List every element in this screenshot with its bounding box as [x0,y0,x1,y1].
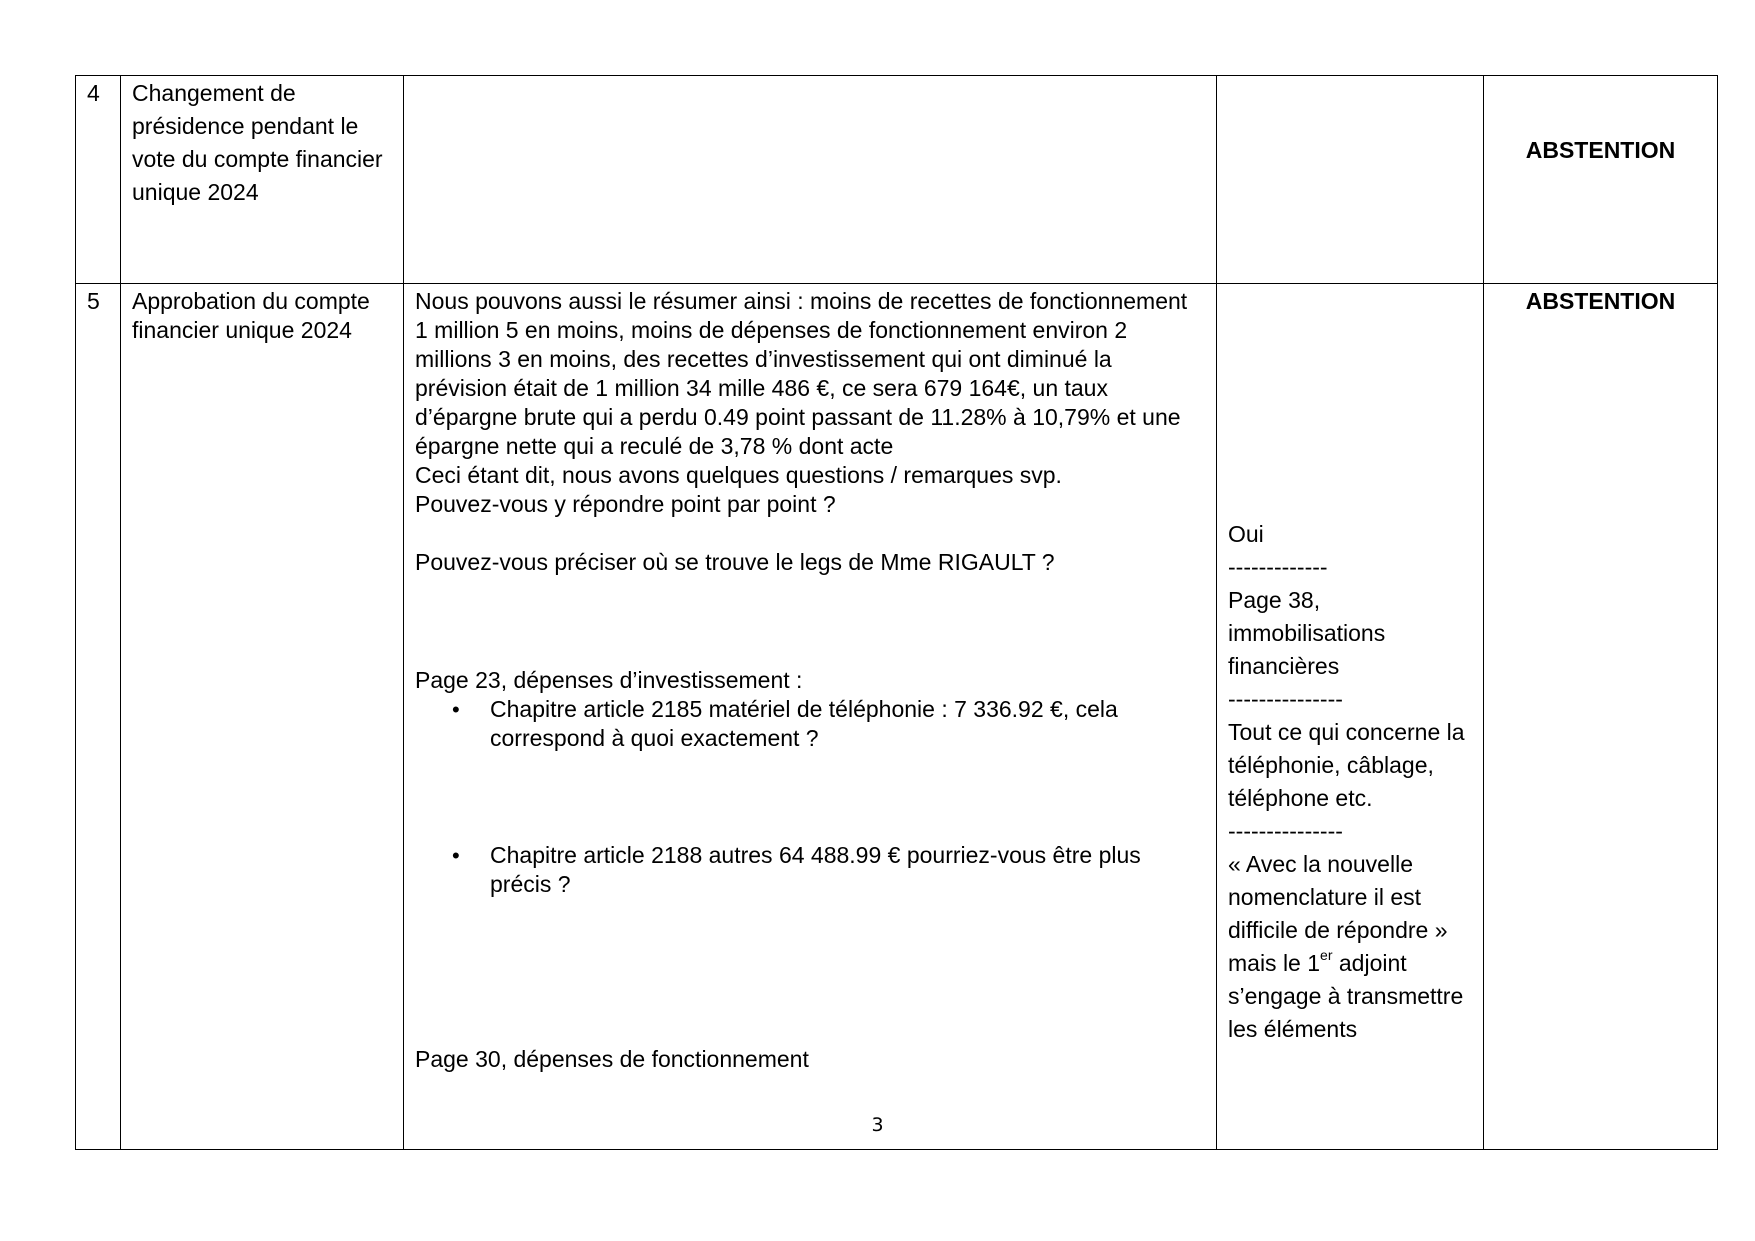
list-item [452,841,1205,899]
answer-page38: Page 38, immobilisations financières [1228,587,1386,679]
item-subject: Changement de présidence pendant le vote du compte financier unique 2024 [121,76,404,284]
answer-oui: Oui [1228,521,1264,547]
table-row [76,284,1718,1150]
legs-question: Pouvez-vous préciser où se trouve le legs de Mme RIGAULT ? [415,549,1055,575]
separator-line: ------------- [1228,554,1328,580]
table-row [76,76,1718,284]
item-subject: Approbation du compte financier unique 2024 [121,284,404,1150]
bullet-dot-icon: • [452,697,460,722]
questions-intro: Ceci étant dit, nous avons quelques questions / remarques svp. [415,462,1062,488]
bullet-list [415,841,1205,899]
bullet-dot-icon: • [452,843,460,868]
page30-heading: Page 30, dépenses de fonctionnement [415,1046,809,1072]
separator-line: --------------- [1228,686,1343,712]
answer-telephonie: Tout ce qui concerne la téléphonie, câblage, téléphone etc. [1228,719,1465,811]
questions-cell [404,76,1217,284]
answer-nomenclature [1228,848,1472,1046]
point-by-point-question: Pouvez-vous y répondre point par point ? [415,491,836,517]
vote-result: ABSTENTION [1484,284,1718,1150]
bullet-text: Chapitre article 2185 matériel de téléphonie : 7 336.92 €, cela correspond à quoi exactement ? [490,696,1118,751]
answers-cell [1217,76,1484,284]
page23-heading: Page 23, dépenses d’investissement : [415,667,803,693]
separator-line: --------------- [1228,818,1343,844]
page-number: 3 [871,1114,884,1136]
item-number: 4 [76,76,121,284]
answer-text-rest: adjoint s’engage à transmettre les éléments [1228,950,1464,1042]
summary-paragraph: Nous pouvons aussi le résumer ainsi : moins de recettes de fonctionnement 1 million 5 en moins, moins de dépenses de fonctionnement environ 2 millions 3 en moins, des recettes d’investissement qui ont diminué la prévision était de 1 million 34 mille 486 €, ce sera 679 164€, un taux d’épargne brute qui a perdu 0.49 point passant de 11.28% à 10,79% et une épargne nette qui a reculé de 3,78 % dont acte [415,288,1188,459]
minutes-table [75,75,1718,1150]
list-item [452,695,1205,753]
superscript: er [1320,947,1333,964]
answers-cell [1217,284,1484,1150]
answer-text: « Avec la nouvelle nomenclature il est difficile de répondre » mais le 1 [1228,851,1448,976]
bullet-list [415,695,1205,753]
item-number: 5 [76,284,121,1150]
questions-cell [404,284,1217,1150]
answers-block [1228,284,1472,1046]
vote-result: ABSTENTION [1484,76,1718,284]
bullet-text: Chapitre article 2188 autres 64 488.99 € pourriez-vous être plus précis ? [490,842,1141,897]
